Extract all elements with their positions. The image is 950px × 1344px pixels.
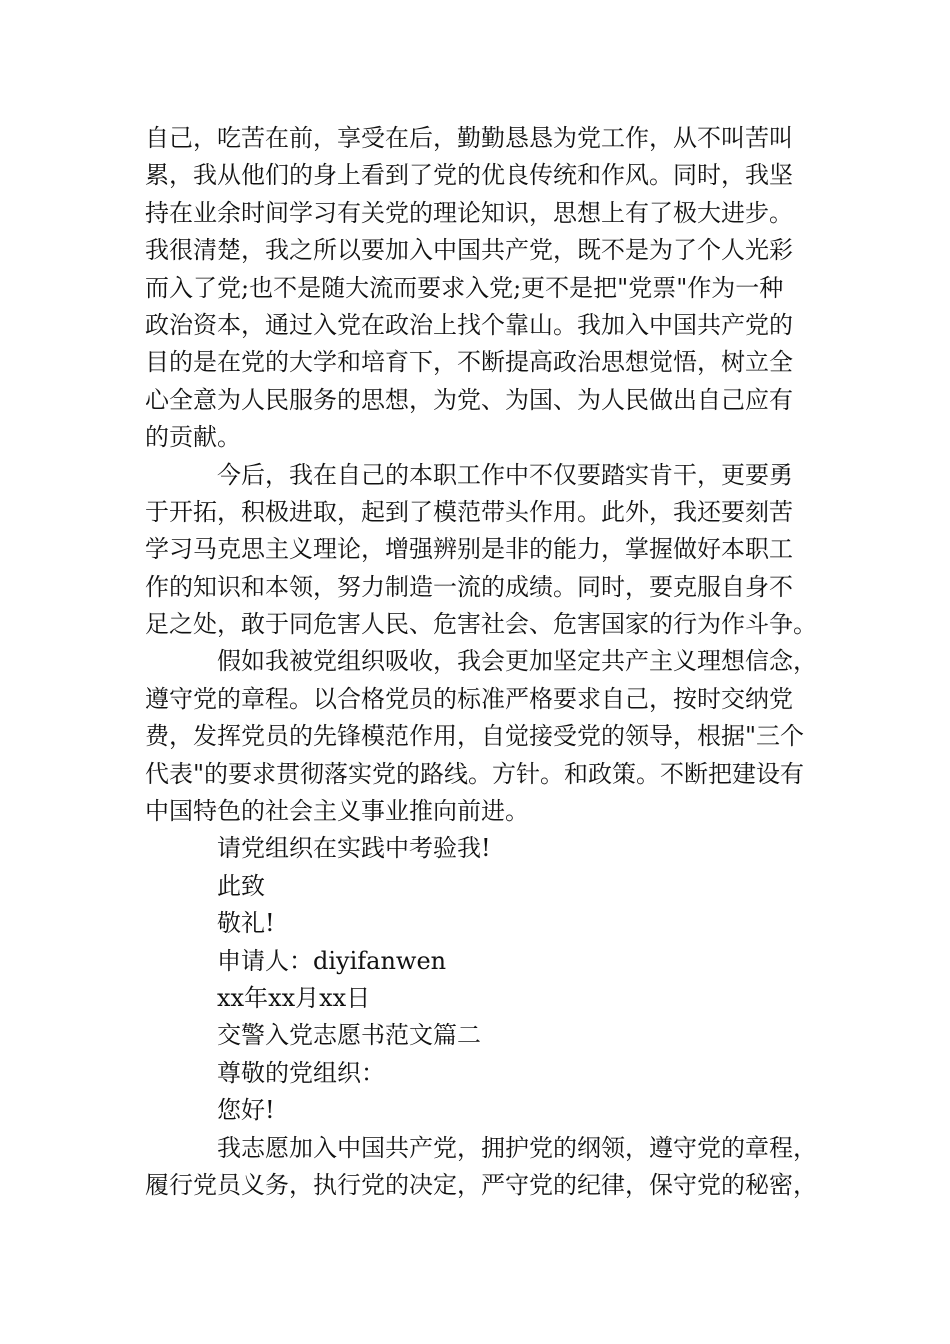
text-line: 的贡献。 — [145, 423, 241, 452]
paragraph-start-line: 假如我被党组织吸收，我会更加坚定共产主义理想信念， — [217, 647, 817, 676]
document-body — [145, 120, 817, 1204]
text-line: 而入了党;也不是随大流而要求入党;更不是把"党票"作为一种 — [145, 273, 784, 302]
text-line: 学习马克思主义理论，增强辨别是非的能力，掌握做好本职工 — [145, 535, 793, 564]
date-line: xx年xx月xx日 — [217, 983, 371, 1012]
text-line: 累，我从他们的身上看到了党的优良传统和作风。同时，我坚 — [145, 161, 793, 190]
greeting-line: 尊敬的党组织： — [217, 1058, 385, 1087]
salutation-jingli: 敬礼! — [217, 909, 275, 938]
text-line: 费，发挥党员的先锋模范作用，自觉接受党的领导，根据"三个 — [145, 722, 805, 751]
section-title: 交警入党志愿书范文篇二 — [217, 1021, 481, 1050]
text-line: 代表"的要求贯彻落实党的路线。方针。和政策。不断把建设有 — [145, 759, 805, 788]
applicant-line: 申请人：diyifanwen — [217, 946, 447, 975]
salutation-cizhi: 此致 — [217, 871, 265, 900]
text-line: 我很清楚，我之所以要加入中国共产党，既不是为了个人光彩 — [145, 236, 793, 265]
paragraph-start-line: 今后，我在自己的本职工作中不仅要踏实肯干，更要勇 — [217, 460, 793, 489]
paragraph-start-line: 我志愿加入中国共产党，拥护党的纲领，遵守党的章程， — [217, 1133, 817, 1162]
text-line: 于开拓，积极进取，起到了模范带头作用。此外，我还要刻苦 — [145, 497, 793, 526]
text-line: 作的知识和本领，努力制造一流的成绩。同时，要克服自身不 — [145, 572, 793, 601]
text-line: 中国特色的社会主义事业推向前进。 — [145, 797, 529, 826]
closing-request: 请党组织在实践中考验我! — [217, 834, 491, 863]
text-line: 政治资本，通过入党在政治上找个靠山。我加入中国共产党的 — [145, 310, 793, 339]
text-line: 足之处，敢于同危害人民、危害社会、危害国家的行为作斗争。 — [145, 610, 817, 639]
text-line: 遵守党的章程。以合格党员的标准严格要求自己，按时交纳党 — [145, 684, 793, 713]
text-line: 自己，吃苦在前，享受在后，勤勤恳恳为党工作，从不叫苦叫 — [145, 124, 793, 152]
text-line: 目的是在党的大学和培育下，不断提高政治思想觉悟，树立全 — [145, 348, 793, 377]
text-line: 履行党员义务，执行党的决定，严守党的纪律，保守党的秘密， — [145, 1170, 817, 1199]
text-line: 持在业余时间学习有关党的理论知识，思想上有了极大进步。 — [145, 198, 793, 227]
text-line: 心全意为人民服务的思想，为党、为国、为人民做出自己应有 — [145, 385, 793, 414]
hello-line: 您好! — [217, 1096, 275, 1125]
